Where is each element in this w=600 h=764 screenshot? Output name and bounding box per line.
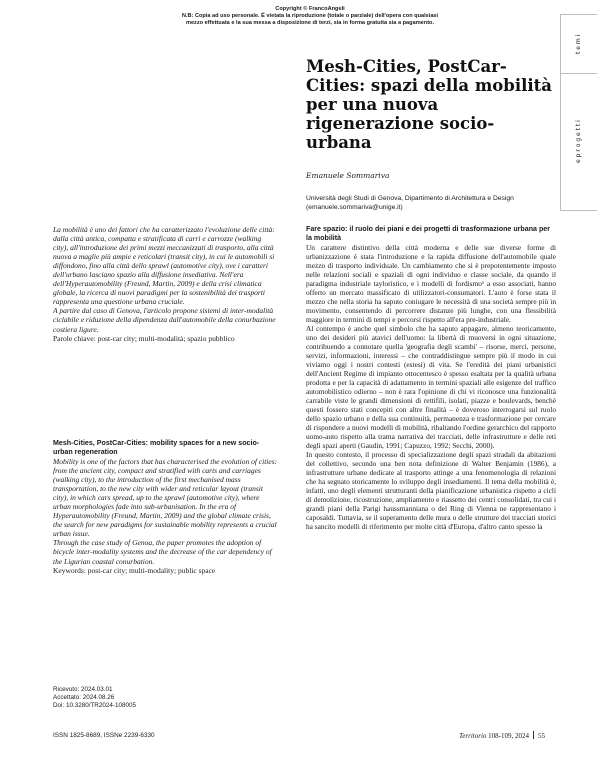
copyright-notice bbox=[140, 6, 480, 27]
issn-footer: ISSN 1825-8689, ISSNe 2239-6330 bbox=[53, 732, 155, 739]
body-paragraph: In questo contesto, il processo di specializzazione degli spazi stradali da abitazioni del collettivo, secondo una ben nota definizione di Walter Benjamin (1986), a infrastrutture urbane dedicate al trasporto attinge a una fenomenologia di relazioni che ha segnato storicamente lo sviluppo degli insediamenti. Il tema della mobilità è, infatti, uno degli elementi strutturanti della pianificazione urbanistica rispetto a cicli di demolizione, ricostruzione, ampliamento e riassetto dei centri consolidati, tra cui i grandi piani della Parigi haussmanniana o del Ring di Vienna ne rappresentano i caposaldi. Tuttavia, se il superamento delle mura o delle strutture dei tracciati storici ha sancito modelli di riferimento per molte città d'Europa, d'altro canto spesso la bbox=[306, 449, 556, 532]
abstract-it-paragraph: La mobilità è uno dei fattori che ha caratterizzato l'evoluzione delle città: dalla città antica, compatta e stratificata di carri e carrozze (walking city), all'introduzione dei primi mezzi meccanizzati di trasporto, alla città nuova a maglie più ampie e reticolari (transit city), in cui le automobili si diffondono, fino alla città dello sprawl (automotive city), ove i caratteri dell'urbano lasciano spazio alla diffusione insediativa. Nell'era dell'Hyperautomobility (Freund, Martin, 2009) e della crisi climatica globale, la ricerca di nuovi paradigmi per la sostenibilità dei trasporti rappresenta una questione urbana cruciale. bbox=[53, 225, 275, 307]
body-paragraph: Un carattere distintivo della città moderna e delle sue diverse forme di urbanizzazione è stata l'introduzione e la rapida diffusione dell'automobile quale mezzo di trasporto individuale. Un cambiamento che si è prepotentemente imposto nelle relazioni sociali e spaziali di ogni individuo e classe sociale, da quando il paradigma industriale tayloristico, e i modelli di fordismo¹ a esso associati, hanno offerto un mercato massificato di utilizzatori-consumatori. L'auto è forse stata il mezzo che nella storia ha saputo coniugare le necessità di una società sempre più in movimento, consentendo di percorrere distanze più lunghe, con una flessibilità maggiore in termini di tempi e percorsi rispetto all'era pre-industriale. bbox=[306, 242, 556, 324]
journal-name: Territorio bbox=[459, 732, 487, 740]
article-title: Mesh-Cities, PostCar-Cities: spazi della mobilità per una nuova rigenerazione socio-urbana bbox=[306, 57, 552, 152]
section-side-tab bbox=[560, 14, 597, 211]
section-label-progetti: e p r o g e t t i bbox=[575, 120, 582, 163]
received-date: Ricevuto: 2024.03.01 bbox=[53, 686, 113, 693]
abstract-it-paragraph: A partire dal caso di Genova, l'articolo propone sistemi di inter-modalità ciclabile e riduzione della dipendenza dall'automobile della conurbazione costiera ligure. bbox=[53, 306, 276, 334]
keywords-english: Keywords: post-car city; multi-modality; public space bbox=[53, 565, 216, 575]
doi: Doi: 10.3280/TR2024-108005 bbox=[53, 701, 136, 709]
abstract-italian bbox=[53, 225, 278, 343]
copyright-notice-line: N.B: Copia ad uso personale. È vietata la riproduzione (totale o parziale) dell'opera con qualsiasi bbox=[181, 13, 439, 19]
journal-issue: 108-109, 2024 bbox=[488, 732, 529, 740]
body-paragraph: Al contempo è anche quel simbolo che ha saputo appagare, almeno teoricamente, uno dei desideri più atavici dell'uomo: la libertà di muoversi in ogni situazione, contribuendo a connotare quella 'geografia degli scambi' – risorse, merci, persone, servizi, informazioni, interessi – che contraddistingue sempre più il modo in cui viviamo oggi i nostri contesti (estesi) di vita. Se l'eredità dei piani urbanistici dell'Ancient Regime di impianto ottocentesco è spesso esaltata per la qualità urbana prodotta e per la capacità di adattamento in termini spaziali alle esigenze del traffico automobilistico odierno – non è rara l'opinione di chi vi riconosce una funzionalità carrabile viste le grandi dimensioni di rettifili, isolati, piazze e boulevards, benché questi fossero stati concepiti con altre finalità – è doveroso interrogarsi sul ruolo dello spazio urbano e della sua continuità, permanenza e trasformazione per cercare di rispondere a nuovi modelli di mobilità, ribaltando l'ordine gerarchico del rapporto uomo-auto rispetto alla trama narrativa dei tracciati, delle infrastrutture e delle reti degli spazi aperti (Gaudin, 1991; Capuzzo, 1992; Secchi, 2000). bbox=[306, 323, 556, 450]
author-email: (emanuele.sommariva@unige.it) bbox=[306, 203, 403, 211]
author-name: Emanuele Sommariva bbox=[306, 171, 390, 180]
author-affiliation bbox=[306, 195, 556, 212]
article-body bbox=[306, 225, 556, 531]
footer-divider bbox=[533, 731, 534, 739]
copyright-notice-line: mezzo effettuata e la sua messa a disposizione di terzi, sia in forma gratuita sia a pagamento. bbox=[185, 20, 435, 26]
article-dates bbox=[53, 686, 136, 709]
page-footer bbox=[459, 731, 545, 740]
section-heading: Fare spazio: il ruolo dei piani e dei progetti di trasformazione urbana per la mobilità bbox=[306, 225, 550, 242]
affiliation-text: Università degli Studi di Genova, Dipartimento di Architettura e Design bbox=[306, 195, 514, 202]
page-number: 55 bbox=[538, 732, 545, 740]
abstract-en-paragraph: Mobility is one of the factors that has characterised the evolution of cities: from the ancient city, compact and stratified with carts and carriages (walking city), to the introduction of the first mechanised mass transportation, to the new city with wider and reticular layout (transit city), in which cars spread, up to the sprawl (automotive city), where urban morphologies fade into sub-urbanisation. In the era of Hyperautomobility (Freund, Martin, 2009) and the global climate crisis, the search for new paradigms for sustainable mobility represents a crucial urban issue. bbox=[53, 457, 278, 539]
section-label-temi: t e m i bbox=[575, 34, 582, 54]
copyright-line: Copyright © FrancoAngeli bbox=[275, 6, 345, 12]
abstract-en-heading: Mesh-Cities, PostCar-Cities: mobility spaces for a new socio-urban regeneration bbox=[53, 439, 260, 456]
keywords-italian: Parole chiave: post-car city; multi-modalità; spazio pubblico bbox=[53, 333, 235, 343]
accepted-date: Accettato: 2024.08.26 bbox=[53, 693, 115, 701]
abstract-en-paragraph: Through the case study of Genoa, the paper promotes the adoption of bicycle inter-modality systems and the decrease of the car dependency of the Ligurian coastal conurbation. bbox=[53, 538, 272, 566]
abstract-english bbox=[53, 439, 278, 575]
